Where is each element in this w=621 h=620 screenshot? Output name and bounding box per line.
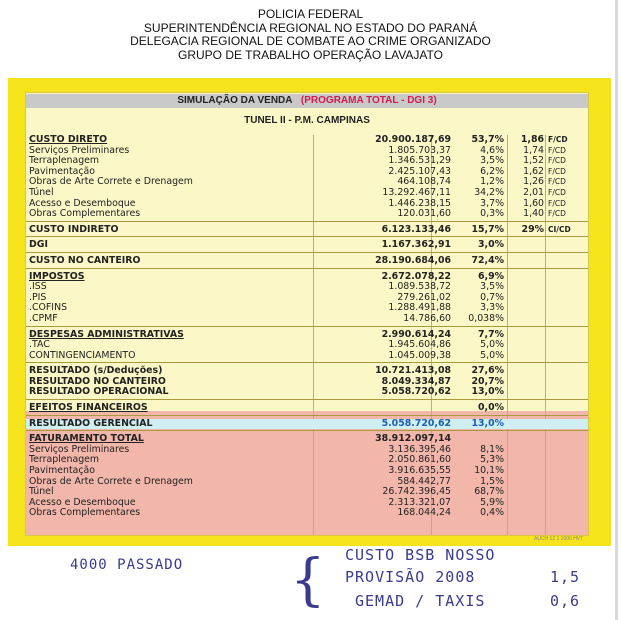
row-separator [26, 268, 588, 269]
row-label: Túnel [29, 486, 54, 498]
row-label: Obras Complementares [29, 507, 141, 519]
row-value: 5.058.720,62 [381, 417, 451, 429]
table-row [26, 209, 588, 220]
row-percent: 68,7% [474, 486, 504, 498]
row-percent: 0,3% [480, 208, 504, 220]
row-percent: 5,0% [480, 339, 504, 351]
row-value: 1.288.491,88 [388, 302, 451, 314]
row-value: 2.990.614,24 [381, 328, 451, 340]
row-separator [26, 221, 588, 222]
row-label: CUSTO INDIRETO [29, 223, 119, 235]
row-percent: 3,0% [477, 239, 504, 251]
table-row [26, 188, 588, 199]
row-percent: 1,5% [480, 475, 504, 487]
sheet-title [26, 94, 588, 108]
row-value: 2.313.321,07 [388, 496, 451, 508]
row-unit: F/CD [548, 135, 568, 144]
row-label: Terraplenagem [29, 155, 100, 167]
scan-stamp: AUCH 12 1 1000 HVT [534, 536, 584, 542]
row-label: FATURAMENTO TOTAL [29, 433, 144, 445]
row-percent: 1,2% [480, 176, 504, 188]
row-value: 584.442,77 [397, 475, 451, 487]
row-factor: 1,52 [523, 155, 544, 167]
table-row [26, 240, 588, 251]
row-percent: 0,0% [477, 402, 504, 414]
row-percent: 72,4% [471, 254, 504, 266]
row-label: .CPMF [29, 312, 58, 324]
row-value: 168.044,24 [397, 507, 451, 519]
row-value: 2.050.861,60 [388, 454, 451, 466]
row-factor: 1,26 [523, 176, 544, 188]
table-row [26, 508, 588, 519]
row-percent: 10,1% [474, 465, 504, 477]
row-percent: 6,9% [477, 270, 504, 282]
row-label: Obras Complementares [29, 208, 141, 220]
row-unit: F/CD [548, 156, 566, 166]
row-percent: 8,1% [480, 443, 504, 455]
sheet-title-text: SIMULAÇÃO DA VENDA [177, 95, 293, 106]
table-row [26, 351, 588, 362]
row-label: RESULTADO OPERACIONAL [29, 386, 169, 398]
row-percent: 27,6% [471, 365, 504, 377]
row-percent: 5,3% [480, 454, 504, 466]
row-label: Túnel [29, 186, 54, 198]
row-label: Serviços Preliminares [29, 443, 130, 455]
row-factor: 2,01 [523, 186, 544, 198]
row-percent: 53,7% [471, 134, 504, 145]
table-row [26, 225, 588, 236]
row-label: RESULTADO (s/Deduções) [29, 365, 163, 377]
row-separator [26, 252, 588, 253]
row-value: 10.721.413,08 [375, 365, 451, 377]
row-value: 3.916.635,55 [388, 465, 451, 477]
row-percent: 13,0% [471, 386, 504, 398]
table-row [26, 419, 588, 430]
row-label: .TAC [29, 339, 50, 351]
row-unit: F/CD [548, 187, 566, 197]
row-label: Pavimentação [29, 165, 96, 177]
row-value: 1.446.238,15 [388, 197, 451, 209]
row-value: 14.786,60 [403, 312, 451, 324]
row-percent: 0,7% [480, 291, 504, 303]
row-percent: 5,0% [480, 349, 504, 361]
row-value: 1.089.538,72 [388, 281, 451, 293]
row-separator [26, 326, 588, 327]
simulation-sheet [25, 92, 589, 542]
row-label: .COFINS [29, 302, 68, 314]
page-edge [615, 0, 618, 620]
row-factor: 1,62 [523, 165, 544, 177]
row-label: CONTINGENCIAMENTO [29, 349, 136, 361]
row-percent: 20,7% [471, 375, 504, 387]
row-label: DESPESAS ADMINISTRATIVAS [29, 328, 184, 340]
row-unit: F/CD [548, 166, 566, 176]
row-factor: 1,60 [523, 197, 544, 209]
row-percent: 5,9% [480, 496, 504, 508]
row-percent: 15,7% [471, 223, 504, 235]
row-value: 3.136.395,46 [388, 443, 451, 455]
handwritten-note-line-3-value: 0,6 [550, 592, 581, 610]
row-value: 38.912.097,14 [375, 433, 451, 445]
row-unit: CI/CD [548, 224, 571, 234]
letterhead [0, 8, 621, 62]
brace-mark: { [290, 548, 326, 613]
row-value: 279.261,02 [397, 291, 451, 303]
row-value: 5.058.720,62 [381, 386, 451, 398]
row-label: .PIS [29, 291, 47, 303]
row-value: 8.049.334,87 [381, 375, 451, 387]
table-row [26, 387, 588, 398]
row-value: 1.346.531,29 [388, 155, 451, 167]
table-row [26, 314, 588, 325]
handwritten-note-line-2-value: 1,5 [550, 568, 581, 586]
row-separator [26, 236, 588, 237]
row-factor: 1,86 [520, 134, 544, 145]
row-label: Acesso e Desemboque [29, 197, 136, 209]
handwritten-note-line-3: GEMAD / TAXIS [355, 592, 486, 610]
row-value: 28.190.684,06 [375, 254, 451, 266]
row-label: Obras de Arte Correte e Drenagem [29, 475, 193, 487]
sheet-subtitle: TUNEL II - P.M. CAMPINAS [244, 115, 370, 126]
row-value: 1.945.604,86 [388, 339, 451, 351]
row-percent: 4,6% [480, 144, 504, 156]
row-unit: F/CD [548, 209, 566, 219]
row-percent: 3,7% [480, 197, 504, 209]
handwritten-note-left: 4000 PASSADO [70, 557, 184, 573]
row-percent: 7,7% [477, 328, 504, 340]
handwritten-note-line-1: CUSTO BSB NOSSO [345, 546, 496, 564]
table-row [26, 256, 588, 267]
row-separator [26, 399, 588, 400]
header-line-2: SUPERINTENDÊNCIA REGIONAL NO ESTADO DO PARANÁ [143, 20, 478, 35]
header-line-3: DELEGACIA REGIONAL DE COMBATE AO CRIME ORGANIZADO [130, 34, 491, 48]
row-label: CUSTO NO CANTEIRO [29, 254, 141, 266]
row-percent: 3,5% [480, 281, 504, 293]
row-value: 1.805.703,37 [388, 144, 451, 156]
row-unit: F/CD [548, 198, 566, 208]
row-label: Serviços Preliminares [29, 144, 130, 156]
handwritten-note-line-2: PROVISÃO 2008 [345, 568, 476, 586]
header-line-4: GRUPO DE TRABALHO OPERAÇÃO LAVAJATO [178, 47, 443, 62]
row-percent: 3,3% [480, 302, 504, 314]
row-factor: 29% [521, 223, 544, 235]
row-percent: 0,4% [480, 507, 504, 519]
row-label: .ISS [29, 281, 47, 293]
row-label: Terraplenagem [29, 454, 100, 466]
header-line-1: POLICIA FEDERAL [257, 7, 364, 21]
row-percent: 3,5% [480, 155, 504, 167]
row-percent: 0,038% [468, 312, 504, 324]
table-row [26, 135, 588, 146]
scanned-document [8, 78, 611, 546]
row-value: 26.742.396,45 [382, 486, 451, 498]
row-value: 120.031,60 [397, 208, 451, 220]
row-value: 6.123.133,46 [381, 223, 451, 235]
row-label: Obras de Arte Correte e Drenagem [29, 176, 193, 188]
table-row [26, 403, 588, 414]
row-label: DGI [29, 239, 48, 251]
simulation-table [26, 135, 588, 519]
row-value: 1.167.362,91 [381, 239, 451, 251]
row-factor: 1,74 [523, 144, 544, 156]
row-unit: F/CD [548, 145, 566, 155]
row-label: EFEITOS FINANCEIROS [29, 402, 148, 414]
row-label: RESULTADO GERENCIAL [29, 417, 153, 429]
row-percent: 13,0% [471, 417, 504, 429]
row-value: 13.292.467,11 [382, 186, 451, 198]
row-percent: 6,2% [480, 165, 504, 177]
row-label: CUSTO DIRETO [29, 134, 108, 145]
row-label: Acesso e Desemboque [29, 496, 136, 508]
row-label: RESULTADO NO CANTEIRO [29, 375, 166, 387]
row-unit: F/CD [548, 177, 566, 187]
row-separator [26, 430, 588, 431]
row-separator [26, 415, 588, 416]
row-value: 1.045.009,38 [388, 349, 451, 361]
row-label: Pavimentação [29, 465, 96, 477]
row-factor: 1,40 [523, 208, 544, 220]
sheet-program: (PROGRAMA TOTAL - DGI 3) [300, 95, 437, 106]
row-percent: 34,2% [474, 186, 504, 198]
row-value: 2.672.078,22 [381, 270, 451, 282]
row-value: 20.900.187,69 [375, 134, 451, 145]
row-label: IMPOSTOS [29, 270, 85, 282]
row-value: 2.425.107,43 [388, 165, 451, 177]
row-separator [26, 362, 588, 363]
row-value: 464.108,74 [397, 176, 451, 188]
